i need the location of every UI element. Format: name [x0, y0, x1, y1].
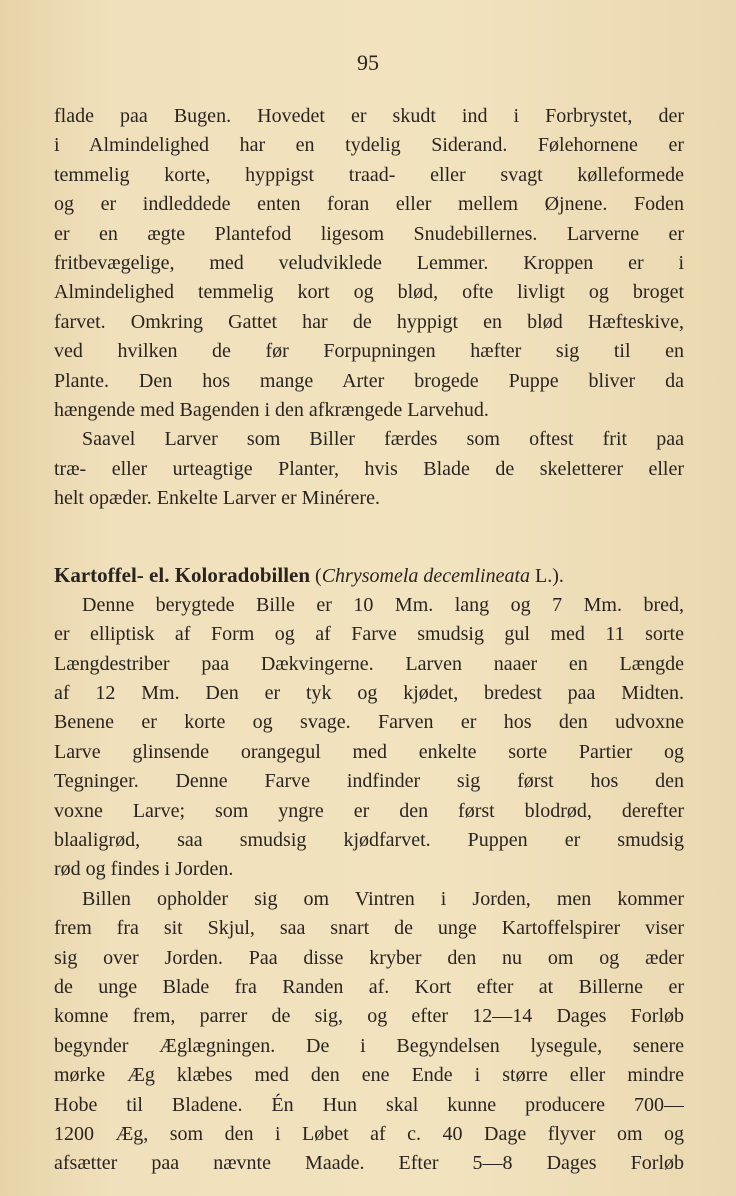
- text-line: Plante. Den hos mange Arter brogede Puppe bliver da: [54, 369, 684, 392]
- text-line: frem fra sit Skjul, saa snart de unge Kartoffelspirer viser: [54, 917, 684, 940]
- text-line: er elliptisk af Form og af Farve smudsig gul med 11 sorte: [54, 623, 684, 646]
- text-line: Larve glinsende orangegul med enkelte sorte Partier og: [54, 740, 684, 763]
- body-text: [54, 102, 684, 1179]
- text-line: er en ægte Plantefod ligesom Snudebillernes. Larverne er: [54, 222, 684, 245]
- paragraph-1: [54, 102, 684, 425]
- text-line: de unge Blade fra Randen af. Kort efter at Billerne er: [54, 975, 684, 998]
- text-line: af 12 Mm. Den er tyk og kjødet, bredest paa Midten.: [54, 682, 684, 705]
- text-line: flade paa Bugen. Hovedet er skudt ind i Forbrystet, der: [54, 105, 684, 127]
- text-line: afsætter paa nævnte Maade. Efter 5—8 Dages Forløb: [54, 1152, 684, 1175]
- text-line: Denne berygtede Bille er 10 Mm. lang og 7 Mm. bred,: [82, 593, 684, 616]
- heading-common-name: Kartoffel- el. Koloradobillen: [54, 563, 311, 588]
- text-line: Almindelighed temmelig kort og blød, ofte livligt og broget: [54, 281, 684, 304]
- text-line: blaaligrød, saa smudsig kjødfarvet. Puppen er smudsig: [54, 828, 684, 851]
- text-line: og er indleddede enten foran eller mellem Øjnene. Foden: [54, 193, 684, 216]
- text-line: farvet. Omkring Gattet har de hyppigt en blød Hæfteskive,: [54, 310, 684, 333]
- text-line: træ- eller urteagtige Planter, hvis Blade de skeletterer eller: [54, 457, 684, 480]
- heading-open-paren: (: [310, 565, 322, 588]
- text-line: hængende med Bagenden i den afkrængede Larvehud.: [54, 398, 489, 421]
- paragraph-3: [54, 591, 684, 885]
- paragraph-4: [54, 885, 684, 1179]
- section-gap: [54, 513, 684, 561]
- text-line: Saavel Larver som Biller færdes som oftest frit paa: [82, 428, 684, 451]
- heading-author: L.).: [530, 565, 564, 588]
- text-line: Længdestriber paa Dækvingerne. Larven naaer en Længde: [54, 652, 684, 675]
- text-line: voxne Larve; som yngre er den først blodrød, derefter: [54, 799, 684, 822]
- text-line: sig over Jorden. Paa disse kryber den nu om og æder: [54, 946, 684, 969]
- text-line: Benene er korte og svage. Farven er hos den udvoxne: [54, 711, 684, 734]
- page-number: 95: [357, 50, 379, 75]
- section-heading: [54, 561, 684, 590]
- text-line: temmelig korte, hyppigst traad- eller svagt kølleformede: [54, 163, 684, 186]
- text-line: 1200 Æg, som den i Løbet af c. 40 Dage flyver om og: [54, 1122, 684, 1145]
- text-line: i Almindelighed har en tydelig Siderand. Følehornene er: [54, 134, 684, 157]
- text-line: Billen opholder sig om Vintren i Jorden, men kommer: [82, 887, 684, 910]
- text-line: komne frem, parrer de sig, og efter 12—14 Dages Forløb: [54, 1005, 684, 1028]
- paragraph-2: [54, 425, 684, 513]
- text-line: fritbevægelige, med veludviklede Lemmer. Kroppen er i: [54, 251, 684, 274]
- text-line: rød og findes i Jorden.: [54, 858, 234, 881]
- text-line: begynder Æglægningen. De i Begyndelsen lysegule, senere: [54, 1034, 684, 1057]
- text-line: Hobe til Bladene. Én Hun skal kunne producere 700—: [54, 1093, 684, 1116]
- heading-latin-name: Chrysomela decemlineata: [321, 565, 530, 588]
- text-line: ved hvilken de før Forpupningen hæfter sig til en: [54, 340, 684, 363]
- text-line: mørke Æg klæbes med den ene Ende i større eller mindre: [54, 1064, 684, 1087]
- text-line: helt opæder. Enkelte Larver er Minérere.: [54, 487, 380, 510]
- text-line: Tegninger. Denne Farve indfinder sig først hos den: [54, 770, 684, 793]
